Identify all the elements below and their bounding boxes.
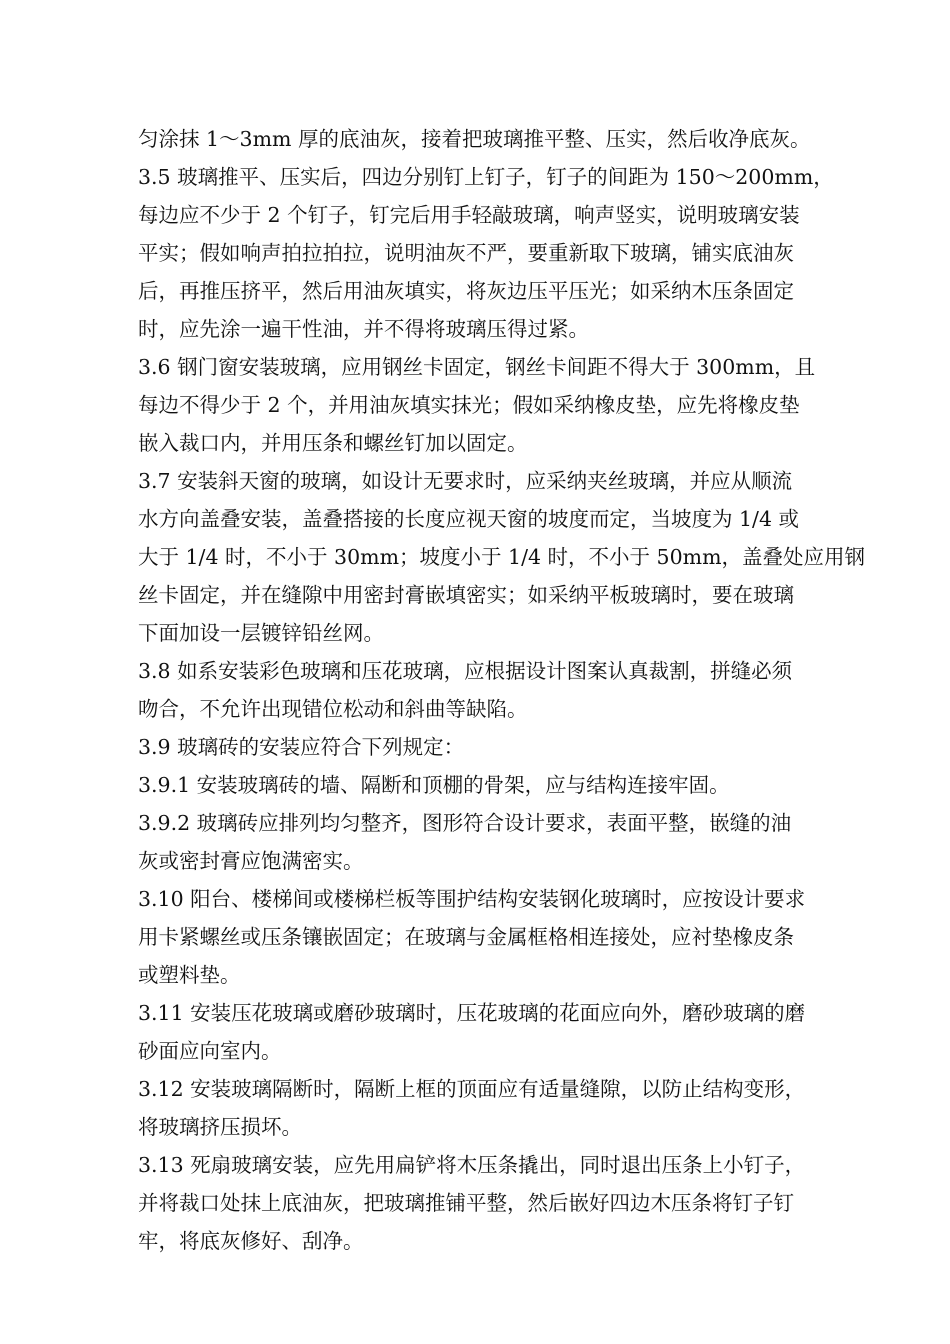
text-line: 吻合，不允许出现错位松动和斜曲等缺陷。 <box>138 697 528 721</box>
text-line: 灰或密封膏应饱满密实。 <box>138 849 364 873</box>
text-line: 或塑料垫。 <box>138 963 241 987</box>
text-line: 下面加设一层镀锌铅丝网。 <box>138 621 384 645</box>
text-line: 后，再推压挤平，然后用油灰填实，将灰边压平压光；如采纳木压条固定 <box>138 279 794 303</box>
text-line: 并将裁口处抹上底油灰，把玻璃推铺平整，然后嵌好四边木压条将钉子钉 <box>138 1191 794 1215</box>
text-line: 牢，将底灰修好、刮净。 <box>138 1229 364 1253</box>
text-line: 每边不得少于 2 个，并用油灰填实抹光；假如采纳橡皮垫，应先将橡皮垫 <box>138 393 800 417</box>
text-line: 3.7 安装斜天窗的玻璃，如设计无要求时，应采纳夹丝玻璃，并应从顺流 <box>138 469 793 493</box>
text-line: 每边应不少于 2 个钉子，钉完后用手轻敲玻璃，响声竖实，说明玻璃安装 <box>138 203 800 227</box>
text-line: 3.11 安装压花玻璃或磨砂玻璃时，压花玻璃的花面应向外，磨砂玻璃的磨 <box>138 1001 806 1025</box>
text-line: 水方向盖叠安装，盖叠搭接的长度应视天窗的坡度而定，当坡度为 1/4 或 <box>138 507 800 531</box>
text-line: 大于 1/4 时，不小于 30mm；坡度小于 1/4 时，不小于 50mm，盖叠处应用钢 <box>138 545 866 569</box>
text-line: 丝卡固定，并在缝隙中用密封膏嵌填密实；如采纳平板玻璃时，要在玻璃 <box>138 583 794 607</box>
text-line: 3.9.1 安装玻璃砖的墙、隔断和顶棚的骨架，应与结构连接牢固。 <box>138 773 730 797</box>
text-line: 3.9 玻璃砖的安装应符合下列规定： <box>138 735 465 759</box>
text-line: 砂面应向室内。 <box>138 1039 282 1063</box>
text-line: 匀涂抹 1～3mm 厚的底油灰，接着把玻璃推平整、压实，然后收净底灰。 <box>138 127 811 151</box>
text-line: 时，应先涂一遍干性油，并不得将玻璃压得过紧。 <box>138 317 589 341</box>
text-line: 3.10 阳台、楼梯间或楼梯栏板等围护结构安装钢化玻璃时，应按设计要求 <box>138 887 806 911</box>
document-body <box>138 120 868 1260</box>
text-line: 3.5 玻璃推平、压实后，四边分别钉上钉子，钉子的间距为 150～200mm， <box>138 165 834 189</box>
text-line: 3.6 钢门窗安装玻璃，应用钢丝卡固定，钢丝卡间距不得大于 300mm，且 <box>138 355 816 379</box>
text-line: 3.9.2 玻璃砖应排列均匀整齐，图形符合设计要求，表面平整，嵌缝的油 <box>138 811 792 835</box>
text-line: 嵌入裁口内，并用压条和螺丝钉加以固定。 <box>138 431 528 455</box>
text-line: 3.13 死扇玻璃安装，应先用扁铲将木压条撬出，同时退出压条上小钉子， <box>138 1153 806 1177</box>
text-line: 将玻璃挤压损坏。 <box>138 1115 302 1139</box>
text-line: 3.12 安装玻璃隔断时，隔断上框的顶面应有适量缝隙，以防止结构变形， <box>138 1077 806 1101</box>
text-line: 用卡紧螺丝或压条镶嵌固定；在玻璃与金属框格相连接处，应衬垫橡皮条 <box>138 925 794 949</box>
text-line: 3.8 如系安装彩色玻璃和压花玻璃，应根据设计图案认真裁割，拼缝必须 <box>138 659 793 683</box>
text-line: 平实；假如响声拍拉拍拉，说明油灰不严，要重新取下玻璃，铺实底油灰 <box>138 241 794 265</box>
